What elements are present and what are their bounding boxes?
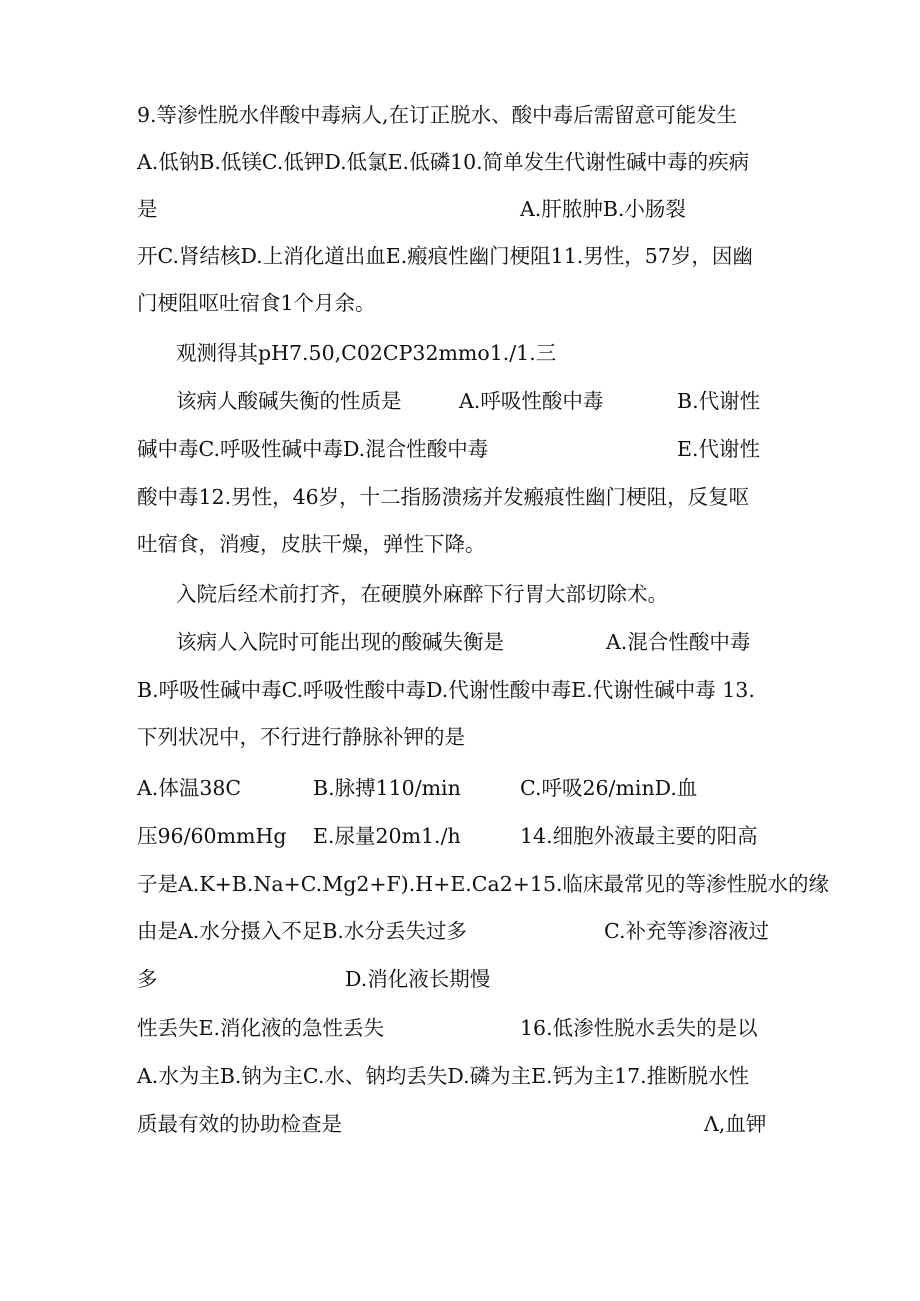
- text-line: [0, 95, 920, 135]
- text-segment: E.代谢性: [677, 437, 760, 461]
- text-segment: C.补充等渗溶液过: [604, 919, 769, 943]
- text-segment: 子是A.K+B.Na+C.Mg2+F).H+E.Ca2+15.临床最常见的等渗性脱水的缘: [137, 872, 830, 896]
- text-line: [0, 381, 920, 421]
- text-segment: 压96/60mmHg: [137, 824, 287, 848]
- text-segment: A.低钠B.低镁C.低钾D.低氯E.低磷10.简单发生代谢性碱中毒的疾病: [137, 150, 750, 174]
- text-segment: A.体温38C: [137, 776, 242, 800]
- text-segment: 入院后经术前打齐，在硬膜外麻醉下行胃大部切除术。: [176, 582, 668, 606]
- text-line: [0, 670, 920, 710]
- text-segment: 14.细胞外液最主要的阳高: [520, 824, 758, 848]
- text-segment: 9.等渗性脱水伴酸中毒病人,在订正脱水、酸中毒后需留意可能发生: [137, 103, 738, 127]
- text-line: [0, 429, 920, 469]
- text-line: [0, 911, 920, 951]
- text-segment: 质最有效的协助检查是: [137, 1112, 342, 1136]
- text-segment: 是: [137, 197, 158, 221]
- text-segment: B.呼吸性碱中毒C.呼吸性酸中毒D.代谢性酸中毒E.代谢性碱中毒 13.: [137, 678, 755, 702]
- text-line: [0, 283, 920, 323]
- text-segment: 多: [137, 967, 158, 991]
- text-line: [0, 622, 920, 662]
- text-segment: 16.低渗性脱水丢失的是以: [520, 1016, 758, 1040]
- text-segment: 该病人入院时可能出现的酸碱失衡是: [176, 630, 504, 654]
- text-line: [0, 864, 920, 904]
- text-line: [0, 959, 920, 999]
- text-segment: A.肝脓肿B.小肠裂: [520, 197, 686, 221]
- text-line: [0, 574, 920, 614]
- text-segment: C.呼吸26/minD.血: [520, 776, 698, 800]
- text-segment: 吐宿食，消瘦，皮肤干燥，弹性下降。: [137, 532, 486, 556]
- text-line: [0, 142, 920, 182]
- text-line: [0, 236, 920, 276]
- text-segment: Λ,血钾: [704, 1112, 767, 1136]
- text-segment: 门梗阻呕吐宿食1个月余。: [137, 291, 376, 315]
- text-segment: A.水为主B.钠为主C.水、钠均丢失D.磷为主E.钙为主17.推断脱水性: [137, 1064, 750, 1088]
- text-line: [0, 717, 920, 757]
- text-line: [0, 477, 920, 517]
- text-line: [0, 189, 920, 229]
- text-line: [0, 333, 920, 373]
- text-segment: A.呼吸性酸中毒: [459, 389, 604, 413]
- text-segment: 碱中毒C.呼吸性碱中毒D.混合性酸中毒: [137, 437, 489, 461]
- text-segment: A.混合性酸中毒: [606, 630, 751, 654]
- text-line: [0, 816, 920, 856]
- text-segment: 性丢失E.消化液的急性丢失: [137, 1016, 384, 1040]
- text-line: [0, 524, 920, 564]
- text-line: [0, 768, 920, 808]
- text-segment: E.尿量20m1./h: [313, 824, 461, 848]
- text-segment: 观测得其pH7.50,C02CP32mmo1./1.三: [176, 341, 557, 365]
- text-segment: 下列状况中，不行进行静脉补钾的是: [137, 725, 465, 749]
- text-line: [0, 1104, 920, 1144]
- text-line: [0, 1056, 920, 1096]
- text-segment: B.代谢性: [677, 389, 761, 413]
- text-segment: B.脉搏110/min: [313, 776, 461, 800]
- text-line: [0, 1008, 920, 1048]
- text-segment: 开C.肾结核D.上消化道出血E.瘢痕性幽门梗阻11.男性，57岁，因幽: [137, 244, 753, 268]
- text-segment: 该病人酸碱失衡的性质是: [176, 389, 402, 413]
- text-segment: 由是A.水分摄入不足B.水分丢失过多: [137, 919, 467, 943]
- text-segment: 酸中毒12.男性，46岁，十二指肠溃疡并发瘢痕性幽门梗阻，反复呕: [137, 485, 750, 509]
- text-segment: D.消化液长期慢: [345, 967, 491, 991]
